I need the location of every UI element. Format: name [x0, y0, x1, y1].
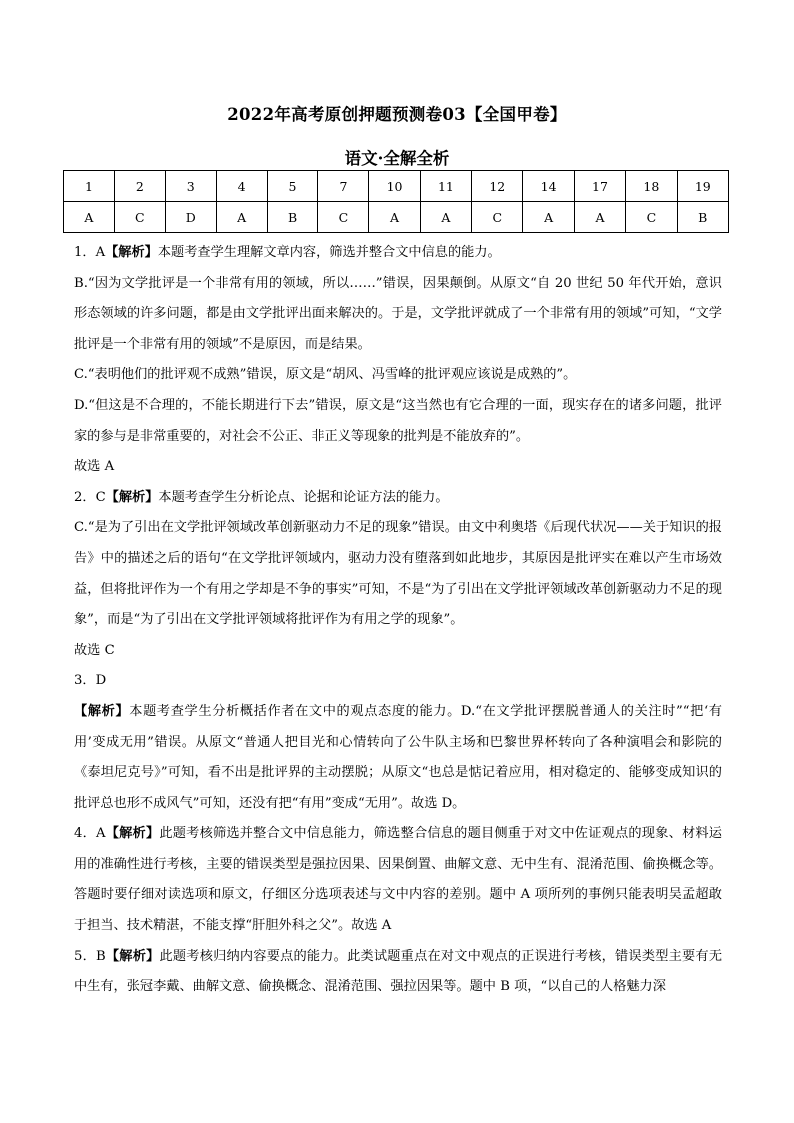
question-number-cell: 19	[677, 171, 728, 202]
q2-conclusion: 故选 C	[74, 642, 115, 658]
q1-option-b: B.“因为文学批评是一个非常有用的领域，所以……”错误，因果颠倒。从原文“自 20 世纪 50 年代开始，意识形态领域的许多问题，都是由文学批评出面来解决的。于是，文学批评就成了一个非常有用的领域”可知，“文学批评是一个非常有用的领域”不是原因，而是结果。	[74, 275, 722, 352]
question-number-cell: 7	[318, 171, 369, 202]
answer-cell: B	[267, 202, 318, 233]
question-number-cell: 12	[472, 171, 523, 202]
answer-cell: C	[114, 202, 165, 233]
answer-cell: A	[64, 202, 115, 233]
answer-cell: A	[216, 202, 267, 233]
q5-number: 5．B	[74, 948, 106, 964]
document-title: 2022年高考原创押题预测卷03【全国甲卷】	[227, 105, 567, 124]
q2-heading	[74, 483, 722, 514]
answer-cell: D	[165, 202, 216, 233]
question-number-cell: 10	[369, 171, 420, 202]
answer-cell: A	[523, 202, 574, 233]
question-number-cell: 3	[165, 171, 216, 202]
analysis-tag: 【解析】	[105, 826, 160, 842]
q3-heading: 3．D	[74, 673, 107, 689]
analysis-tag: 【解析】	[105, 245, 158, 260]
analysis-tag: 【解析】	[105, 489, 159, 505]
q3-text: 本题考查学生分析概括作者在文中的观点态度的能力。D.“在文学批评摆脱普通人的关注时”“把‘有用’变成无用”错误。从原文“普通人把目光和心情转向了公牛队主场和巴黎世界杯转向了各种演唱会和影院的《泰坦尼克号》”可知，看不出是批评界的主动摆脱；从原文“也总是惦记着应用，相对稳定的、能够变成知识的批评总也形不成风气”可知，还没有把“有用”变成“无用”。故选 D。	[74, 703, 722, 811]
q1-option-d: D.“但这是不合理的，不能长期进行下去”错误，原文是“这当然也有它合理的一面，现实存在的诸多问题，批评家的参与是非常重要的，对社会不公正、非正义等现象的批判是不能放弃的”。	[74, 397, 722, 444]
answer-table-question-row	[64, 171, 729, 202]
document-subtitle: 语文·全解全析	[344, 149, 450, 168]
q1-conclusion: 故选 A	[74, 459, 115, 475]
q4-number: 4．A	[74, 826, 106, 842]
analysis-body	[74, 238, 722, 1003]
answer-cell: A	[574, 202, 625, 233]
question-number-cell: 14	[523, 171, 574, 202]
answer-table-answer-row	[64, 202, 729, 233]
question-number-cell: 5	[267, 171, 318, 202]
q5-analysis	[74, 942, 722, 1003]
q3-analysis	[74, 697, 722, 819]
answer-table	[63, 170, 729, 233]
question-number-cell: 1	[64, 171, 115, 202]
q1-heading	[74, 238, 722, 269]
q1-number: 1．A	[74, 245, 106, 260]
q4-analysis	[74, 819, 722, 941]
answer-cell: B	[677, 202, 728, 233]
analysis-tag: 【解析】	[105, 948, 160, 964]
answer-cell: C	[626, 202, 677, 233]
q2-number: 2．C	[74, 489, 106, 505]
q5-text: 此题考核归纳内容要点的能力。此类试题重点在对文中观点的正误进行考核，错误类型主要有无中生有，张冠李戴、曲解文意、偷换概念、混淆范围、强拉因果等。题中 B 项，“以自己的人格魅力深	[74, 948, 723, 995]
answer-cell: A	[369, 202, 420, 233]
q1-option-c: C.“表明他们的批评观不成熟”错误，原文是“胡风、冯雪峰的批评观应该说是成熟的”。	[74, 367, 577, 383]
answer-cell: C	[318, 202, 369, 233]
q2-option-c: C.“是为了引出在文学批评领域改革创新驱动力不足的现象”错误。由文中利奥塔《后现代状况——关于知识的报告》中的描述之后的语句“在文学批评领域内，驱动力没有堕落到如此地步，其原因是批评实在难以产生市场效益，但将批评作为一个有用之学却是不争的事实”可知，不是“为了引出在文学批评领域改革创新驱动力不足的现象”，而是“为了引出在文学批评领域将批评作为有用之学的现象”。	[74, 520, 722, 628]
question-number-cell: 11	[420, 171, 471, 202]
question-number-cell: 17	[574, 171, 625, 202]
q1-intro: 本题考查学生理解文章内容，筛选并整合文中信息的能力。	[157, 245, 501, 260]
answer-cell: A	[420, 202, 471, 233]
q4-text: 此题考核筛选并整合文中信息能力，筛选整合信息的题目侧重于对文中佐证观点的现象、材料运用的准确性进行考核，主要的错误类型是强拉因果、因果倒置、曲解文意、无中生有、混淆范围、偷换概念等。答题时要仔细对读选项和原文，仔细区分选项表述与文中内容的差别。题中 A 项所列的事例只能表明吴孟超敢于担当、技术精湛，不能支撑“肝胆外科之父”。故选 A	[74, 826, 722, 934]
question-number-cell: 2	[114, 171, 165, 202]
q2-intro: 本题考查学生分析论点、论据和论证方法的能力。	[158, 489, 449, 505]
question-number-cell: 18	[626, 171, 677, 202]
answer-cell: C	[472, 202, 523, 233]
question-number-cell: 4	[216, 171, 267, 202]
analysis-tag: 【解析】	[74, 703, 130, 719]
